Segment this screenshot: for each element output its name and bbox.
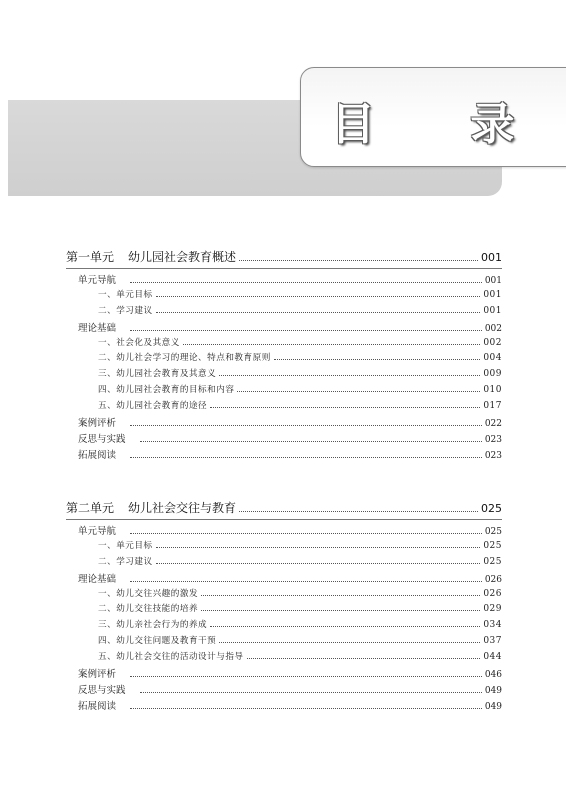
toc-entry-text: 案例评析 xyxy=(78,669,117,681)
toc-entry-text: 四、幼儿交往问题及教育干预 xyxy=(98,636,217,647)
toc-entry-text: 反思与实践 xyxy=(78,684,126,696)
toc-entry-text: 一、单元目标 xyxy=(98,289,153,300)
toc-entry-text: 一、社会化及其意义 xyxy=(98,337,180,348)
toc-entry-page: 034 xyxy=(483,620,502,631)
dot-leader xyxy=(130,424,482,426)
toc-entry[interactable] xyxy=(66,288,502,304)
dot-leader xyxy=(130,580,482,582)
unit-title: 幼儿社会交往与教育 xyxy=(128,501,237,515)
toc-entry-text: 单元导航 xyxy=(78,275,117,286)
toc-entry-page: 022 xyxy=(484,419,502,430)
dot-leader xyxy=(130,675,482,677)
toc-entry-page: 025 xyxy=(483,556,502,567)
toc-entry[interactable] xyxy=(66,415,502,431)
toc-entry-text: 一、单元目标 xyxy=(98,540,153,551)
toc-entry-page: 017 xyxy=(483,401,502,412)
toc-entry-page: 025 xyxy=(484,527,502,537)
dot-leader xyxy=(130,456,482,458)
toc-entry-page: 025 xyxy=(483,540,502,551)
toc-entry[interactable] xyxy=(66,367,502,383)
dot-leader xyxy=(156,311,481,313)
toc-entry-page: 023 xyxy=(484,450,502,461)
toc-entry[interactable] xyxy=(66,618,502,634)
toc-entry[interactable] xyxy=(66,272,502,288)
toc-entry[interactable] xyxy=(66,539,502,555)
dot-leader xyxy=(140,691,482,693)
toc-entry-text: 二、幼儿社会学习的理论、特点和教育原则 xyxy=(98,353,271,364)
toc-entry[interactable] xyxy=(66,447,502,463)
toc-entry[interactable] xyxy=(66,602,502,618)
dot-leader xyxy=(130,281,482,283)
toc-unit-1 xyxy=(66,248,502,463)
dot-leader xyxy=(156,562,481,564)
toc-entry[interactable] xyxy=(66,666,502,682)
toc-entry[interactable] xyxy=(66,336,502,352)
toc-entry[interactable] xyxy=(66,351,502,367)
toc-entry-text: 一、幼儿交往兴趣的激发 xyxy=(98,588,199,599)
unit-divider xyxy=(66,519,502,520)
toc-entry[interactable] xyxy=(66,634,502,650)
dot-leader xyxy=(201,594,480,596)
toc-entry[interactable] xyxy=(66,399,502,415)
toc-entry-page: 002 xyxy=(484,323,502,334)
toc-entry-page: 046 xyxy=(484,670,502,681)
dot-leader xyxy=(130,329,482,331)
dot-leader xyxy=(183,343,480,345)
toc-entry[interactable] xyxy=(66,698,502,714)
toc-entry-page: 004 xyxy=(483,353,502,364)
toc-entry-text: 二、幼儿交往技能的培养 xyxy=(98,604,199,615)
toc-entry-page: 010 xyxy=(483,385,502,396)
toc-entry-text: 单元导航 xyxy=(78,526,117,537)
toc-entry-text: 二、学习建议 xyxy=(98,305,153,316)
toc-entry-text: 理论基础 xyxy=(78,322,117,334)
toc-entry[interactable] xyxy=(66,555,502,571)
toc-entry[interactable] xyxy=(66,587,502,603)
toc-entry-page: 049 xyxy=(484,701,502,712)
dot-leader xyxy=(140,440,482,442)
toc-entry[interactable] xyxy=(66,320,502,336)
toc-entry-page: 026 xyxy=(484,574,502,585)
toc-entry[interactable] xyxy=(66,571,502,587)
unit-label: 第一单元 xyxy=(66,250,115,264)
dot-leader xyxy=(219,641,480,643)
toc-entry-text: 三、幼儿亲社会行为的养成 xyxy=(98,620,208,631)
unit-page-number: 001 xyxy=(481,251,502,264)
toc-entry[interactable] xyxy=(66,523,502,539)
toc-entry-page: 029 xyxy=(483,604,502,615)
toc-entry-page: 037 xyxy=(483,636,502,647)
dot-leader xyxy=(239,259,478,261)
dot-leader xyxy=(130,707,482,709)
dot-leader xyxy=(201,609,480,611)
toc-entry-text: 案例评析 xyxy=(78,418,117,430)
dot-leader xyxy=(239,510,478,512)
toc-entry-text: 三、幼儿园社会教育及其意义 xyxy=(98,369,217,380)
toc-entry-page: 023 xyxy=(484,434,502,445)
toc-entry[interactable] xyxy=(66,431,502,447)
unit-heading[interactable] xyxy=(66,248,502,268)
toc-entry-page: 002 xyxy=(483,337,502,348)
toc-entry-page: 044 xyxy=(483,652,502,663)
toc-entry-text: 拓展阅读 xyxy=(78,700,117,712)
dot-leader xyxy=(156,295,481,297)
toc-entry-page: 001 xyxy=(483,289,502,300)
toc-entry-page: 001 xyxy=(484,276,502,286)
toc-entry-page: 009 xyxy=(483,369,502,380)
dot-leader xyxy=(156,546,481,548)
toc-entry[interactable] xyxy=(66,383,502,399)
unit-heading[interactable] xyxy=(66,499,502,519)
unit-heading-text xyxy=(66,499,236,516)
dot-leader xyxy=(274,358,481,360)
toc-entry-text: 四、幼儿园社会教育的目标和内容 xyxy=(98,385,235,396)
unit-title: 幼儿园社会教育概述 xyxy=(128,250,237,264)
toc-entry-text: 五、幼儿园社会教育的途径 xyxy=(98,401,208,412)
unit-label: 第二单元 xyxy=(66,501,115,515)
dot-leader xyxy=(130,532,482,534)
toc-entry-text: 二、学习建议 xyxy=(98,556,153,567)
unit-heading-text xyxy=(66,248,236,265)
toc-entry-page: 049 xyxy=(484,685,502,696)
toc-entry[interactable] xyxy=(66,682,502,698)
toc-entry-text: 反思与实践 xyxy=(78,433,126,445)
unit-divider xyxy=(66,268,502,269)
toc-unit-2 xyxy=(66,499,502,714)
toc-entry-text: 五、幼儿社会交往的活动设计与指导 xyxy=(98,652,244,663)
page-title: 目 录 xyxy=(331,99,555,150)
toc-entry-page: 001 xyxy=(483,305,502,316)
dot-leader xyxy=(210,406,480,408)
dot-leader xyxy=(210,625,480,627)
unit-page-number: 025 xyxy=(481,502,502,515)
toc-entry[interactable] xyxy=(66,304,502,320)
toc-entry-page: 026 xyxy=(483,588,502,599)
toc-entry-text: 拓展阅读 xyxy=(78,449,117,461)
dot-leader xyxy=(219,374,480,376)
dot-leader xyxy=(247,657,481,659)
dot-leader xyxy=(237,390,480,392)
toc-entry-text: 理论基础 xyxy=(78,573,117,585)
toc-entry[interactable] xyxy=(66,650,502,666)
